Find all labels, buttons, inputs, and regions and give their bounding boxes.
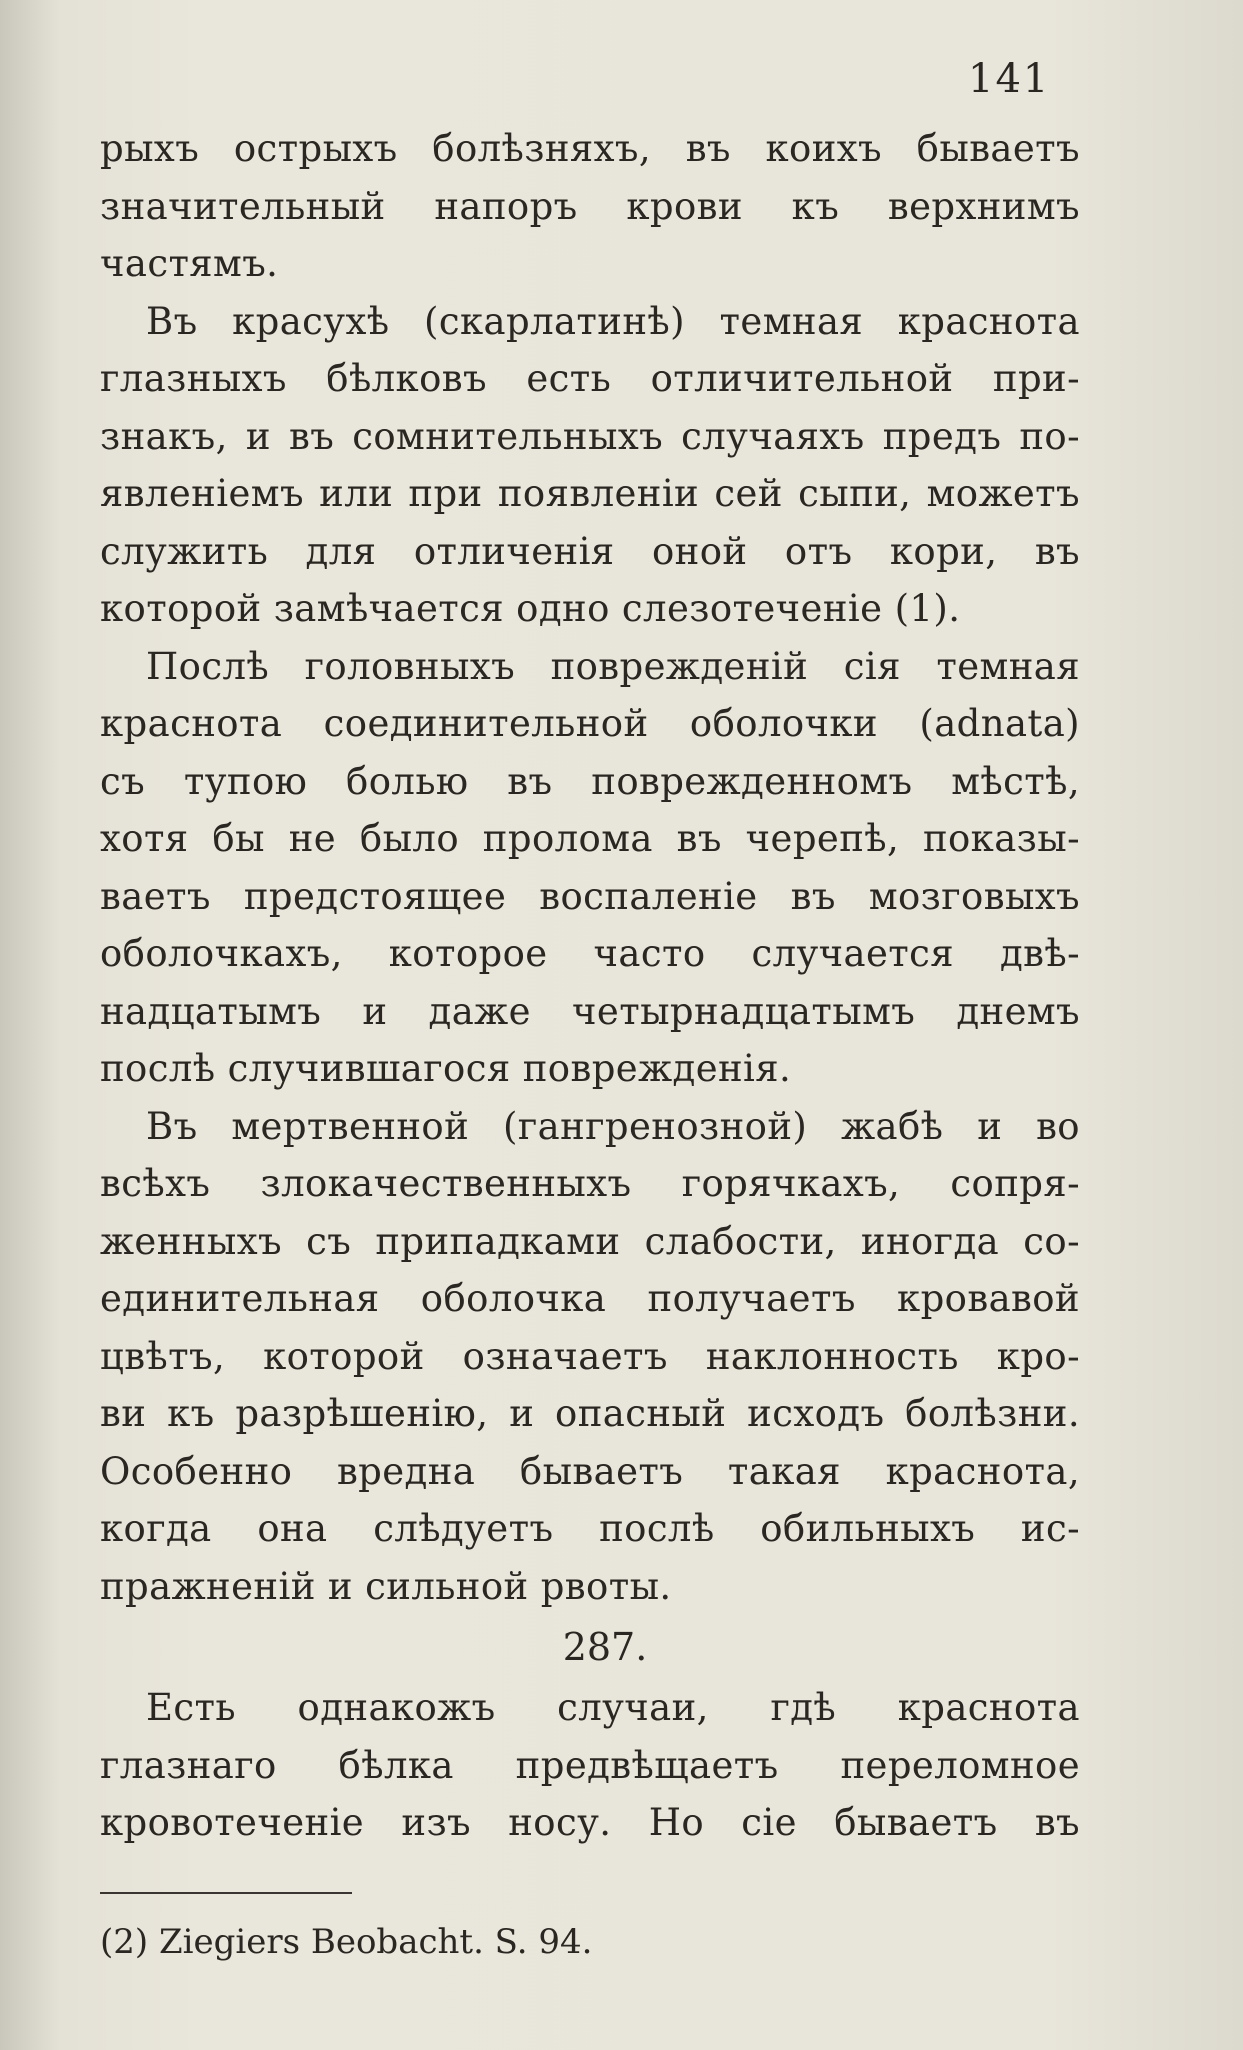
text-line: частямъ. [100,242,279,285]
text-line: глазныхъ бѣлковъ есть отличительной при- [100,357,1080,400]
text-line: единительная оболочка получаетъ кровавой [100,1277,1080,1320]
text-line: кровотеченіе изъ носу. Но сіе бываетъ въ [100,1801,1080,1844]
paragraph [100,1679,1080,1852]
text-line: надцатымъ и даже четырнадцатымъ днемъ [100,989,1080,1033]
footnote: (2) Ziegiers Beobacht. S. 94. [100,1922,593,1962]
paragraph [100,638,1080,1098]
text-line: явленіемъ или при появленіи сей сыпи, можетъ [100,472,1080,515]
body-text [100,120,1080,1852]
paragraph [100,120,1080,293]
text-line: когда она слѣдуетъ послѣ обильныхъ ис- [100,1507,1080,1550]
text-line: знакъ, и въ сомнительныхъ случаяхъ предъ по- [100,414,1080,458]
text-line: ваетъ предстоящее воспаленіе въ мозговыхъ [100,874,1080,918]
text-line: служить для отличенія оной отъ кори, въ [100,529,1080,573]
text-line: Особенно вредна бываетъ такая краснота, [100,1449,1080,1493]
text-line: всѣхъ злокачественныхъ горячкахъ, сопря- [100,1162,1080,1205]
section-number: 287. [562,1625,648,1669]
text-line: рыхъ острыхъ болѣзняхъ, въ коихъ бываетъ [100,127,1080,170]
text-line: краснота соединительной оболочки (adnata) [100,702,1080,745]
text-line: Есть однакожъ случаи, гдѣ краснота [146,1686,1080,1729]
text-line: женныхъ съ припадками слабости, иногда со- [100,1219,1080,1263]
text-line: съ тупою болью въ поврежденномъ мѣстѣ, [100,759,1080,803]
text-line: оболочкахъ, которое часто случается двѣ- [100,932,1080,975]
text-line: хотя бы не было пролома въ черепѣ, показы- [100,817,1080,860]
text-line: ви къ разрѣшенію, и опасный исходъ болѣзни. [100,1392,1080,1435]
text-line: которой замѣчается одно слезотеченіе (1). [100,587,961,630]
page-number: 141 [968,56,1051,102]
text-line: глазнаго бѣлка предвѣщаетъ переломное [100,1743,1080,1787]
text-line: послѣ случившагося поврежденія. [100,1047,792,1090]
text-line: Въ красухѣ (скарлатинѣ) темная краснота [146,299,1080,343]
text-line: пражненій и сильной рвоты. [100,1564,672,1608]
footnote-divider [100,1892,352,1894]
paragraph [100,293,1080,638]
text-line: Послѣ головныхъ поврежденій сія темная [146,644,1080,688]
text-line: значительный напоръ крови къ верхнимъ [100,184,1080,228]
text-line: цвѣтъ, которой означаетъ наклонность кро- [100,1334,1080,1378]
paragraph [100,1098,1080,1616]
text-line: Въ мертвенной (гангренозной) жабѣ и во [146,1104,1080,1148]
